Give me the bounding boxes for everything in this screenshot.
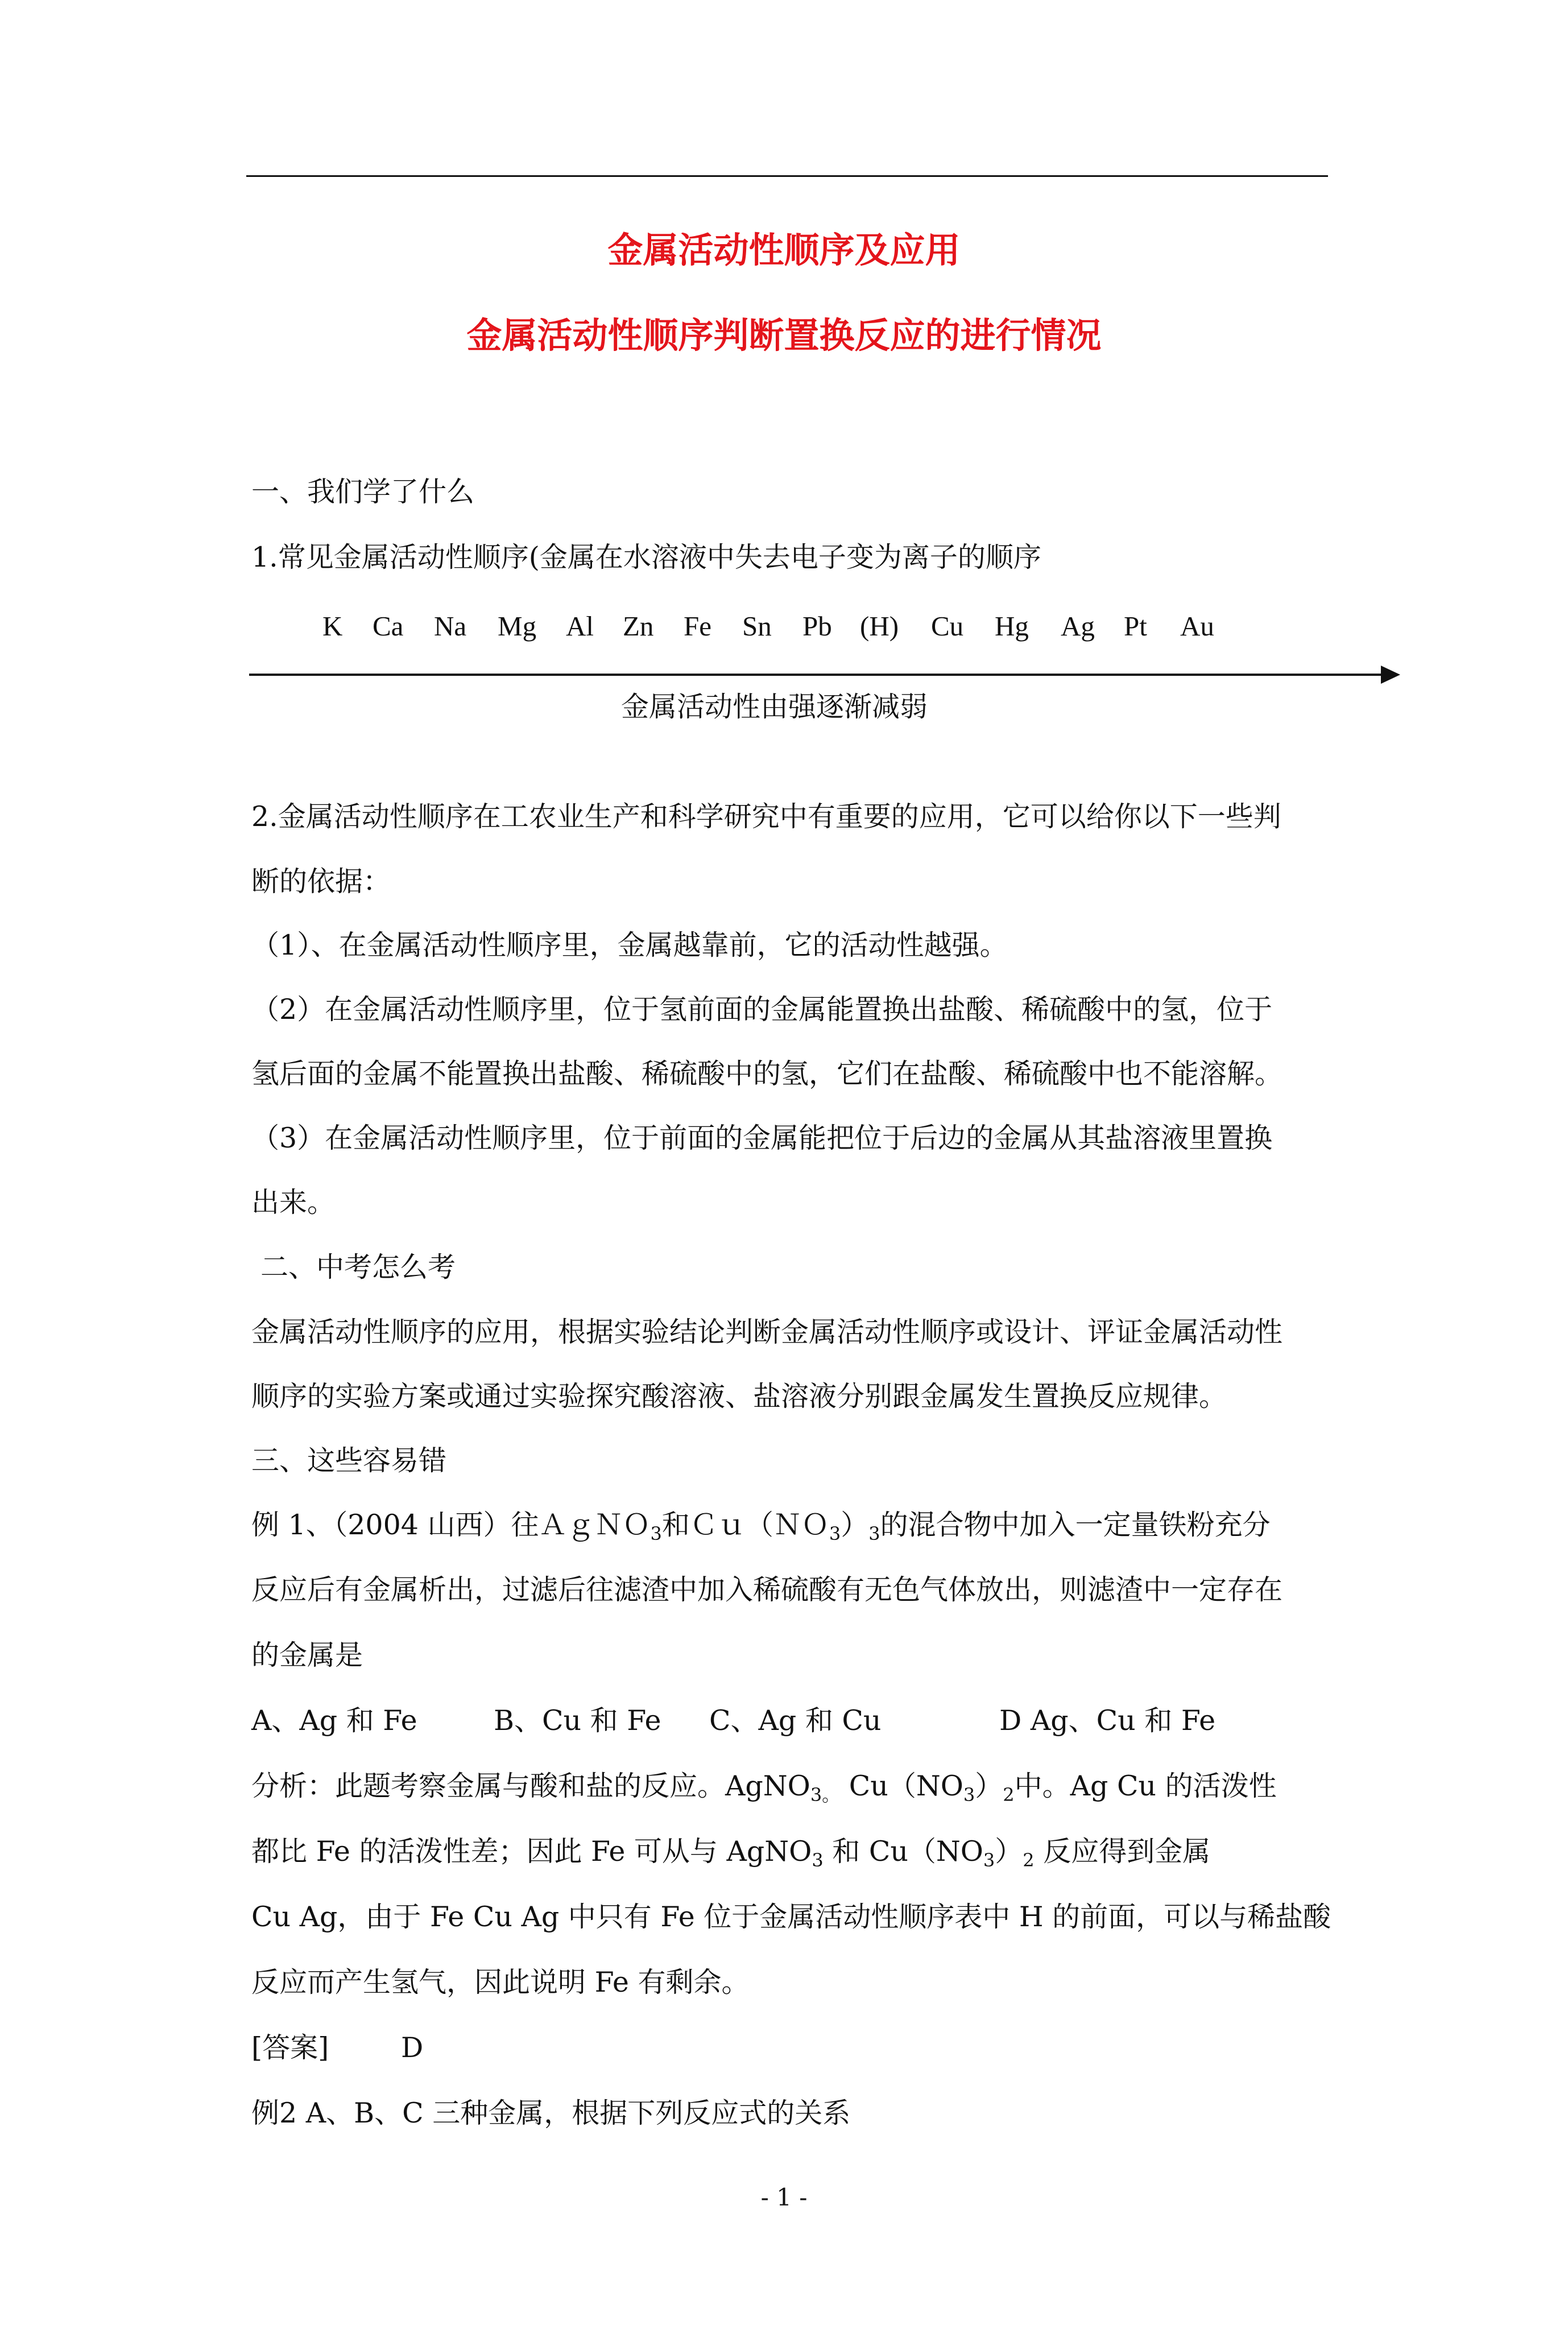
rule-2-line-2: 氢后面的金属不能置换出盐酸、稀硫酸中的氢，它们在盐酸、稀硫酸中也不能溶解。	[251, 1058, 1283, 1090]
activity-arrow-line	[249, 674, 1382, 676]
section-1-heading: 一、我们学了什么	[251, 476, 475, 508]
subscript: 3	[963, 1784, 975, 1806]
analysis-line-3: Cu Ag，由于 Fe Cu Ag 中只有 Fe 位于金属活动性顺序表中 H 的前面，可以与稀盐酸	[251, 1901, 1331, 1933]
metal-sn: Sn	[742, 610, 772, 642]
section-2-line-1: 金属活动性顺序的应用，根据实验结论判断金属活动性顺序或设计、评证金属活动性	[251, 1316, 1283, 1348]
section-2-line-2: 顺序的实验方案或通过实验探究酸溶液、盐溶液分别跟金属发生置换反应规律。	[251, 1380, 1227, 1413]
item-2-line-2: 断的依据：	[251, 865, 391, 898]
item-1-text: 1.常见金属活动性顺序(金属在水溶液中失去电子变为离子的顺序	[251, 541, 1041, 573]
rule-3-line-2: 出来。	[251, 1186, 336, 1219]
analysis-text-c: ）	[995, 1835, 1023, 1868]
example-1-text-d: 的混合物中加入一定量铁粉充分	[880, 1509, 1271, 1541]
metal-k: K	[322, 610, 343, 642]
example-1-line-1	[251, 1511, 1271, 1543]
metal-mg: Mg	[498, 610, 537, 642]
rule-1: （1）、在金属活动性顺序里，金属越靠前，它的活动性越强。	[251, 929, 1008, 961]
answer-label: [答案]	[251, 2031, 329, 2064]
header-rule	[246, 175, 1328, 177]
section-2-heading: 二、中考怎么考	[260, 1251, 456, 1283]
analysis-text-c: ）	[975, 1770, 1003, 1802]
metal-pt: Pt	[1124, 610, 1147, 642]
option-d: D Ag、Cu 和 Fe	[999, 1704, 1216, 1737]
metal-al: Al	[566, 610, 594, 642]
analysis-line-2	[251, 1837, 1210, 1869]
metal-zn: Zn	[623, 610, 654, 642]
rule-3-line-1: （3）在金属活动性顺序里，位于前面的金属能把位于后边的金属从其盐溶液里置换	[251, 1122, 1273, 1154]
item-2-line-1: 2.金属活动性顺序在工农业生产和科学研究中有重要的应用，它可以给你以下一些判	[251, 800, 1281, 833]
section-3-heading: 三、这些容易错	[251, 1444, 447, 1477]
rule-2-line-1: （2）在金属活动性顺序里，位于氢前面的金属能置换出盐酸、稀硫酸中的氢，位于	[251, 993, 1273, 1026]
metal-ca: Ca	[373, 610, 404, 642]
arrow-head-icon	[1381, 666, 1400, 684]
option-c: C、Ag 和 Cu	[709, 1704, 882, 1737]
subscript: 3	[650, 1523, 662, 1545]
subscript: 3。	[810, 1784, 841, 1806]
analysis-text-a: 都比 Fe 的活泼性差；因此 Fe 可从与 AgNO	[251, 1835, 812, 1868]
example-1-text-a: 例 1、（2004 山西）往ＡｇＮＯ	[251, 1509, 651, 1541]
metal-pb: Pb	[802, 610, 832, 642]
analysis-text-a: 分析：此题考察金属与酸和盐的反应。AgNO	[251, 1770, 810, 1802]
analysis-line-4: 反应而产生氢气，因此说明 Fe 有剩余。	[251, 1966, 750, 1998]
analysis-text-d: 反应得到金属	[1034, 1835, 1211, 1868]
page-number: - 1 -	[760, 2183, 808, 2211]
metal-h: (H)	[860, 610, 899, 642]
metal-cu: Cu	[931, 610, 964, 642]
subscript: 2	[1023, 1849, 1035, 1871]
arrow-caption: 金属活动性由强逐渐减弱	[621, 691, 928, 723]
metal-fe: Fe	[684, 610, 711, 642]
example-2-line: 例2 A、B、C 三种金属，根据下列反应式的关系	[251, 2097, 851, 2129]
analysis-text-b: Cu（NO	[840, 1770, 963, 1802]
analysis-line-1	[251, 1772, 1277, 1804]
example-1-text-c: ）	[841, 1509, 869, 1541]
subscript: 3	[812, 1849, 824, 1871]
subscript: 3	[868, 1523, 880, 1545]
example-1-line-2: 反应后有金属析出，过滤后往滤渣中加入稀硫酸有无色气体放出，则滤渣中一定存在	[251, 1574, 1283, 1606]
analysis-text-b: 和 Cu（NO	[823, 1835, 983, 1868]
metal-ag: Ag	[1061, 610, 1095, 642]
subscript: 3	[983, 1849, 995, 1871]
subscript: 2	[1003, 1784, 1015, 1806]
metal-na: Na	[434, 610, 467, 642]
answer-value: D	[401, 2031, 424, 2064]
metal-au: Au	[1180, 610, 1214, 642]
metal-hg: Hg	[995, 610, 1029, 642]
option-b: B、Cu 和 Fe	[494, 1704, 661, 1737]
example-1-text-b: 和Ｃｕ（ＮＯ	[661, 1509, 829, 1541]
subscript: 3	[829, 1523, 841, 1545]
analysis-text-d: 中。Ag Cu 的活泼性	[1014, 1770, 1277, 1802]
title-line-2: 金属活动性顺序判断置换反应的进行情况	[466, 315, 1102, 356]
title-line-1: 金属活动性顺序及应用	[607, 229, 961, 271]
example-1-line-3: 的金属是	[251, 1639, 363, 1671]
option-a: A、Ag 和 Fe	[251, 1704, 417, 1737]
